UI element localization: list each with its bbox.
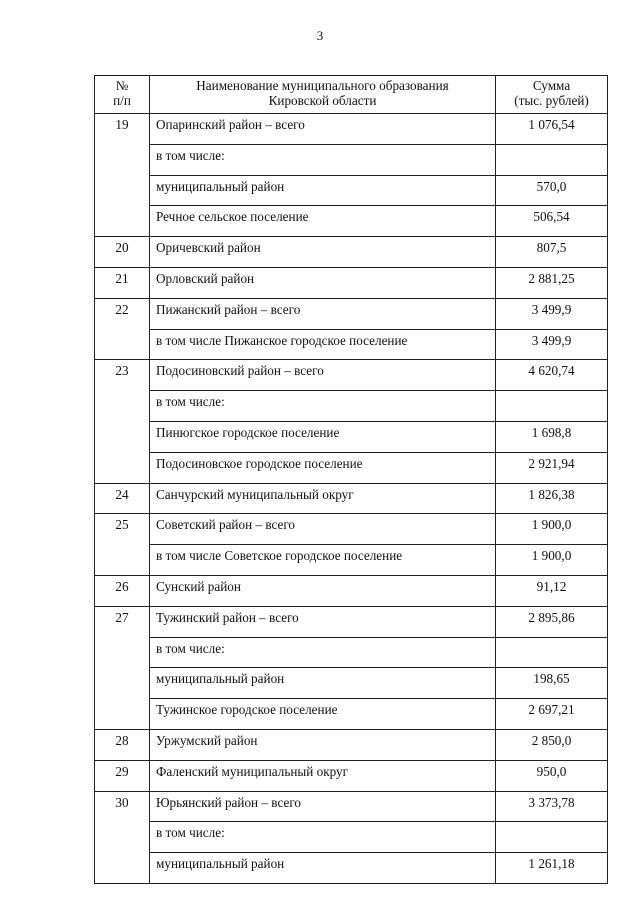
row-number xyxy=(95,699,150,730)
table-row xyxy=(95,637,608,668)
row-number xyxy=(95,822,150,853)
row-name: Подосиновское городское поселение xyxy=(150,452,496,483)
table-row xyxy=(95,206,608,237)
row-name: Сунский район xyxy=(150,575,496,606)
table-row xyxy=(95,391,608,422)
row-name: в том числе: xyxy=(150,637,496,668)
table-row xyxy=(95,483,608,514)
row-number xyxy=(95,329,150,360)
table-row xyxy=(95,421,608,452)
row-number: 24 xyxy=(95,483,150,514)
row-sum xyxy=(496,637,608,668)
row-sum: 3 499,9 xyxy=(496,298,608,329)
header-num xyxy=(95,76,150,114)
header-name-label: Наименование муниципального образования Кировской области xyxy=(196,78,449,108)
row-sum: 198,65 xyxy=(496,668,608,699)
table-row xyxy=(95,545,608,576)
row-number xyxy=(95,668,150,699)
row-name: Пижанский район – всего xyxy=(150,298,496,329)
row-number: 25 xyxy=(95,514,150,545)
row-number xyxy=(95,452,150,483)
row-sum: 1 261,18 xyxy=(496,853,608,884)
row-number: 26 xyxy=(95,575,150,606)
table-body xyxy=(95,114,608,884)
row-sum: 1 076,54 xyxy=(496,114,608,145)
row-name: муниципальный район xyxy=(150,175,496,206)
row-sum: 1 698,8 xyxy=(496,421,608,452)
row-number: 21 xyxy=(95,267,150,298)
row-sum: 570,0 xyxy=(496,175,608,206)
row-sum: 1 826,38 xyxy=(496,483,608,514)
row-name: Фаленский муниципальный округ xyxy=(150,760,496,791)
row-number xyxy=(95,144,150,175)
row-sum: 2 697,21 xyxy=(496,699,608,730)
row-name: Подосиновский район – всего xyxy=(150,360,496,391)
row-name: в том числе: xyxy=(150,822,496,853)
row-number xyxy=(95,175,150,206)
row-name: муниципальный район xyxy=(150,853,496,884)
table-row xyxy=(95,791,608,822)
row-number xyxy=(95,853,150,884)
table-row xyxy=(95,144,608,175)
table-row xyxy=(95,729,608,760)
row-name: Орловский район xyxy=(150,267,496,298)
table-row xyxy=(95,853,608,884)
row-sum: 2 921,94 xyxy=(496,452,608,483)
row-number xyxy=(95,421,150,452)
table-row xyxy=(95,668,608,699)
row-sum xyxy=(496,391,608,422)
row-sum: 2 850,0 xyxy=(496,729,608,760)
table-row xyxy=(95,514,608,545)
header-sum-label: Сумма (тыс. рублей) xyxy=(514,78,589,108)
row-name: Оричевский район xyxy=(150,237,496,268)
table-row xyxy=(95,237,608,268)
row-number: 20 xyxy=(95,237,150,268)
row-sum: 2 881,25 xyxy=(496,267,608,298)
row-name: в том числе Пижанское городское поселение xyxy=(150,329,496,360)
row-sum: 1 900,0 xyxy=(496,514,608,545)
row-sum: 91,12 xyxy=(496,575,608,606)
row-name: Тужинское городское поселение xyxy=(150,699,496,730)
row-name: Речное сельское поселение xyxy=(150,206,496,237)
table-row xyxy=(95,452,608,483)
row-name: в том числе: xyxy=(150,391,496,422)
table-row xyxy=(95,606,608,637)
row-name: Опаринский район – всего xyxy=(150,114,496,145)
row-name: Советский район – всего xyxy=(150,514,496,545)
row-number xyxy=(95,637,150,668)
row-name: Санчурский муниципальный округ xyxy=(150,483,496,514)
row-name: в том числе Советское городское поселение xyxy=(150,545,496,576)
row-number: 30 xyxy=(95,791,150,822)
row-sum xyxy=(496,822,608,853)
row-sum xyxy=(496,144,608,175)
table-row xyxy=(95,822,608,853)
table-row xyxy=(95,114,608,145)
row-sum: 1 900,0 xyxy=(496,545,608,576)
row-sum: 4 620,74 xyxy=(496,360,608,391)
row-name: муниципальный район xyxy=(150,668,496,699)
table-row xyxy=(95,175,608,206)
row-number: 28 xyxy=(95,729,150,760)
row-number xyxy=(95,391,150,422)
row-number: 29 xyxy=(95,760,150,791)
page-number: 3 xyxy=(316,28,324,43)
row-name: Пинюгское городское поселение xyxy=(150,421,496,452)
table-header-row xyxy=(95,76,608,114)
row-sum: 950,0 xyxy=(496,760,608,791)
row-number: 22 xyxy=(95,298,150,329)
allocation-table xyxy=(94,75,608,884)
table-row xyxy=(95,329,608,360)
row-number: 19 xyxy=(95,114,150,145)
header-name xyxy=(150,76,496,114)
row-sum: 3 373,78 xyxy=(496,791,608,822)
header-sum xyxy=(496,76,608,114)
row-sum: 2 895,86 xyxy=(496,606,608,637)
table-row xyxy=(95,575,608,606)
row-name: Тужинский район – всего xyxy=(150,606,496,637)
row-number xyxy=(95,206,150,237)
header-num-label: № п/п xyxy=(113,78,131,108)
row-number xyxy=(95,545,150,576)
row-name: Юрьянский район – всего xyxy=(150,791,496,822)
table-row xyxy=(95,267,608,298)
table-row xyxy=(95,298,608,329)
table-row xyxy=(95,360,608,391)
row-sum: 3 499,9 xyxy=(496,329,608,360)
row-name: Уржумский район xyxy=(150,729,496,760)
row-number: 27 xyxy=(95,606,150,637)
row-sum: 506,54 xyxy=(496,206,608,237)
row-name: в том числе: xyxy=(150,144,496,175)
row-number: 23 xyxy=(95,360,150,391)
table-row xyxy=(95,699,608,730)
row-sum: 807,5 xyxy=(496,237,608,268)
table-row xyxy=(95,760,608,791)
